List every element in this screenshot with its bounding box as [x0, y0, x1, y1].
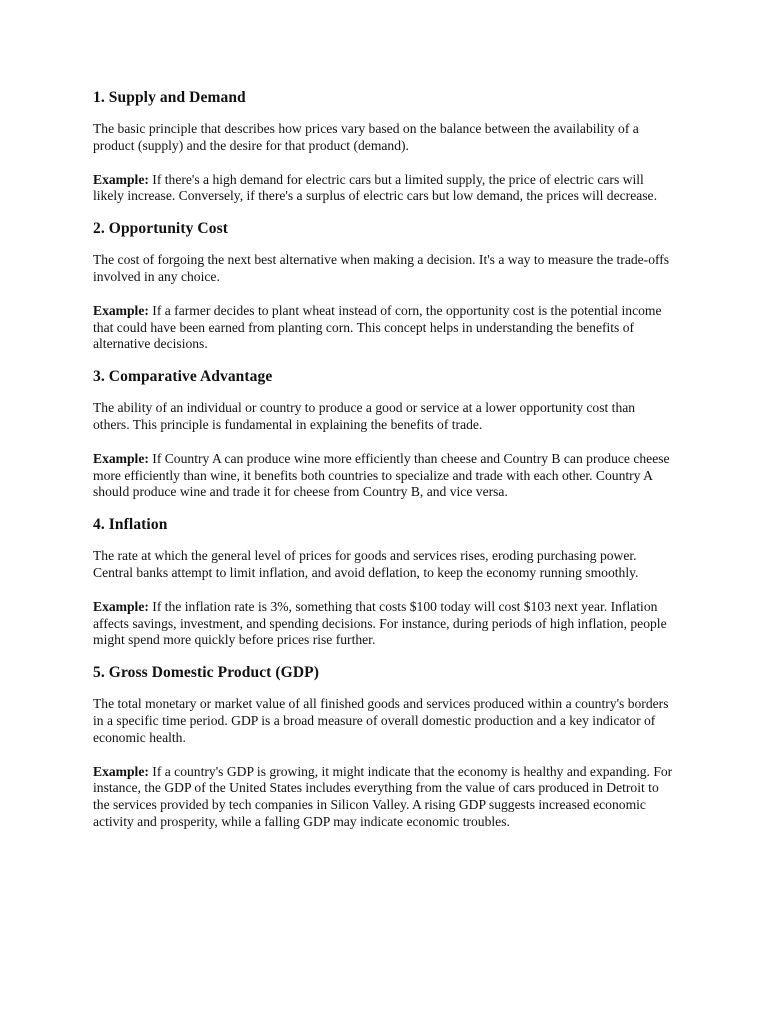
section-comparative-advantage [93, 367, 673, 501]
section-opportunity-cost [93, 219, 673, 353]
example-text: If a farmer decides to plant wheat instead of corn, the opportunity cost is the potential income that could have been earned from planting corn. This concept helps in understanding the benefits of alternative decisions. [93, 302, 662, 352]
example-text: If a country's GDP is growing, it might indicate that the economy is healthy and expanding. For instance, the GDP of the United States includes everything from the value of cars produced in Detroit to the services provided by tech companies in Silicon Valley. A rising GDP suggests increased economic activity and prosperity, while a falling GDP may indicate economic troubles. [93, 763, 673, 829]
section-heading: 2. Opportunity Cost [93, 220, 228, 238]
section-heading: 5. Gross Domestic Product (GDP) [93, 664, 319, 682]
example-paragraph [93, 599, 673, 649]
definition-paragraph: The basic principle that describes how prices vary based on the balance between the availability of a product (supply) and the desire for that product (demand). [93, 121, 639, 153]
example-paragraph [93, 451, 673, 501]
example-label: Example: [93, 763, 149, 779]
definition-paragraph: The cost of forgoing the next best alternative when making a decision. It's a way to measure the trade-offs involved in any choice. [93, 252, 670, 284]
section-supply-and-demand [93, 88, 673, 205]
section-heading: 4. Inflation [93, 516, 168, 534]
section-gdp [93, 663, 673, 831]
example-text: If the inflation rate is 3%, something that costs $100 today will cost $103 next year. Inflation affects savings, investment, and spending decisions. For instance, during periods of high inflation, people might spend more quickly before prices rise further. [93, 598, 667, 648]
example-paragraph [93, 172, 673, 206]
example-text: If there's a high demand for electric cars but a limited supply, the price of electric cars will likely increase. Conversely, if there's a surplus of electric cars but low demand, the prices will decrease. [93, 171, 657, 204]
definition-paragraph: The total monetary or market value of all finished goods and services produced within a country's borders in a specific time period. GDP is a broad measure of overall domestic production and a key indicator of economic health. [93, 696, 669, 745]
definition-paragraph: The ability of an individual or country to produce a good or service at a lower opportunity cost than others. This principle is fundamental in explaining the benefits of trade. [93, 400, 636, 432]
section-heading: 1. Supply and Demand [93, 89, 246, 106]
example-text: If Country A can produce wine more efficiently than cheese and Country B can produce cheese more efficiently than wine, it benefits both countries to specialize and trade with each other. Country A should produce wine and trade it for cheese from Country B, and vice versa. [93, 450, 670, 500]
example-paragraph [93, 303, 673, 353]
section-inflation [93, 515, 673, 649]
example-label: Example: [93, 450, 149, 466]
example-paragraph [93, 764, 673, 831]
example-label: Example: [93, 598, 149, 614]
document-page [93, 88, 673, 845]
example-label: Example: [93, 302, 149, 318]
section-heading: 3. Comparative Advantage [93, 368, 273, 386]
example-label: Example: [93, 171, 149, 187]
definition-paragraph: The rate at which the general level of prices for goods and services rises, eroding purchasing power. Central banks attempt to limit inflation, and avoid deflation, to keep the economy running smoothly. [93, 548, 639, 580]
